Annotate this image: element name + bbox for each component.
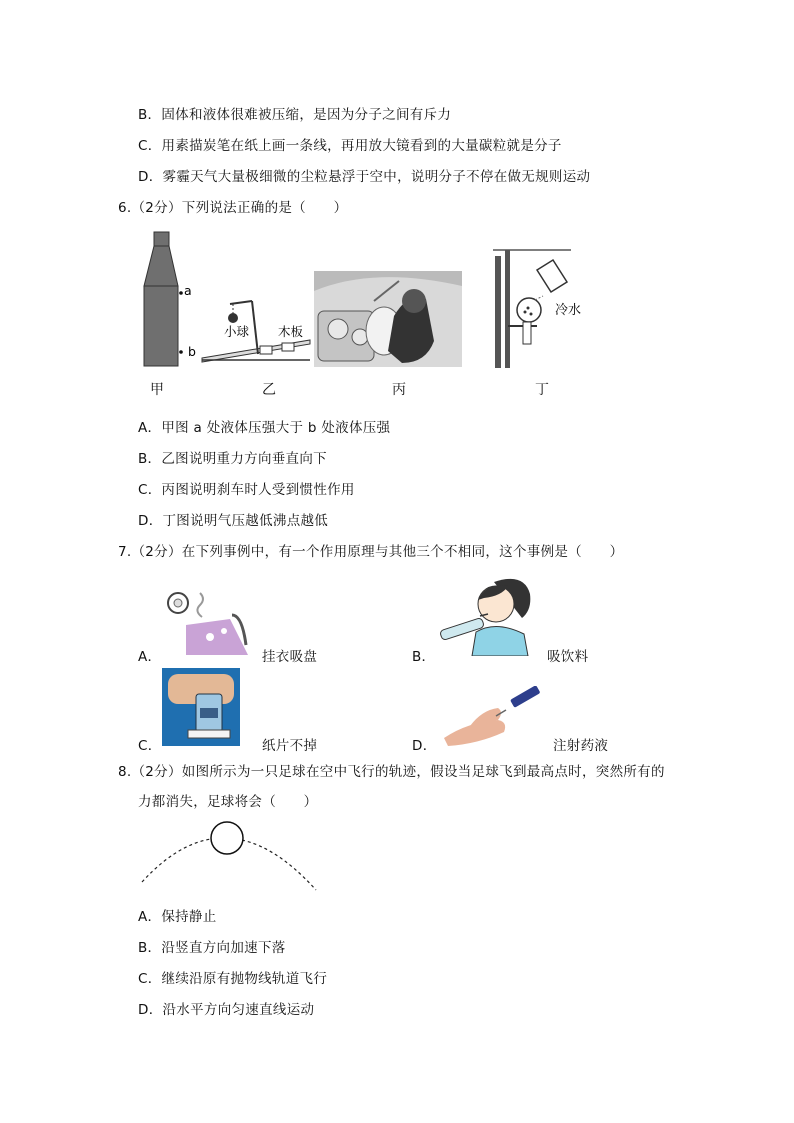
q6-option-b: B．乙图说明重力方向垂直向下 bbox=[138, 451, 327, 467]
football-trajectory-figure bbox=[138, 818, 323, 894]
q5-option-d: D．雾霾天气大量极细微的尘粒悬浮于空中，说明分子不停在做无规则运动 bbox=[138, 169, 591, 185]
q7-option-d-text: 注射药液 bbox=[553, 738, 609, 754]
caption-ding: 丁 bbox=[535, 382, 549, 398]
figure-yi-plumb bbox=[200, 296, 315, 366]
q8-option-c: C．继续沿原有抛物线轨道飞行 bbox=[138, 971, 328, 987]
q5-option-c: C．用素描炭笔在纸上画一条线，再用放大镜看到的大量碳粒就是分子 bbox=[138, 138, 562, 154]
q5-option-b: B．固体和液体很难被压缩，是因为分子之间有斥力 bbox=[138, 107, 452, 123]
figure-jia-bottle bbox=[138, 228, 198, 368]
q7-option-b-text: 吸饮料 bbox=[547, 649, 589, 665]
q7-option-c-letter: C． bbox=[138, 738, 162, 754]
suction-hook-image bbox=[162, 585, 252, 655]
figure-bing-airbag bbox=[314, 271, 462, 367]
q7-option-b-letter: B． bbox=[412, 649, 436, 665]
paper-card-image bbox=[162, 668, 240, 746]
caption-jia: 甲 bbox=[150, 382, 164, 398]
q8-option-b: B．沿竖直方向加速下落 bbox=[138, 940, 286, 956]
q7-stem: 7.（2分）在下列事例中，有一个作用原理与其他三个不相同，这个事例是（ ） bbox=[118, 544, 624, 560]
q8-option-a: A．保持静止 bbox=[138, 909, 217, 925]
q8-stem-line1: 8.（2分）如图所示为一只足球在空中飞行的轨迹，假设当足球飞到最高点时，突然所有的 bbox=[118, 764, 665, 780]
q7-option-a-letter: A． bbox=[138, 649, 162, 665]
q8-stem-line2: 力都消失，足球将会（ ） bbox=[138, 794, 318, 810]
girl-drinking-image bbox=[436, 572, 532, 656]
q7-option-a-text: 挂衣吸盘 bbox=[262, 649, 318, 665]
label-cold-water: 冷水 bbox=[555, 303, 582, 318]
q6-option-c: C．丙图说明刹车时人受到惯性作用 bbox=[138, 482, 355, 498]
caption-bing: 丙 bbox=[392, 382, 406, 398]
q7-option-d-letter: D． bbox=[412, 738, 437, 754]
q7-option-c-text: 纸片不掉 bbox=[262, 738, 318, 754]
football-icon bbox=[211, 822, 243, 854]
label-board: 木板 bbox=[278, 324, 304, 339]
figure-ding-flask bbox=[493, 248, 593, 370]
label-b: b bbox=[188, 344, 196, 359]
label-a: a bbox=[184, 283, 192, 298]
q6-option-d: D．丁图说明气压越低沸点越低 bbox=[138, 513, 329, 529]
syringe-image bbox=[438, 686, 548, 746]
q6-stem: 6.（2分）下列说法正确的是（ ） bbox=[118, 200, 348, 216]
q6-option-a: A．甲图 a 处液体压强大于 b 处液体压强 bbox=[138, 420, 391, 436]
caption-yi: 乙 bbox=[262, 382, 276, 398]
label-ball: 小球 bbox=[224, 324, 250, 339]
q8-option-d: D．沿水平方向匀速直线运动 bbox=[138, 1002, 315, 1018]
